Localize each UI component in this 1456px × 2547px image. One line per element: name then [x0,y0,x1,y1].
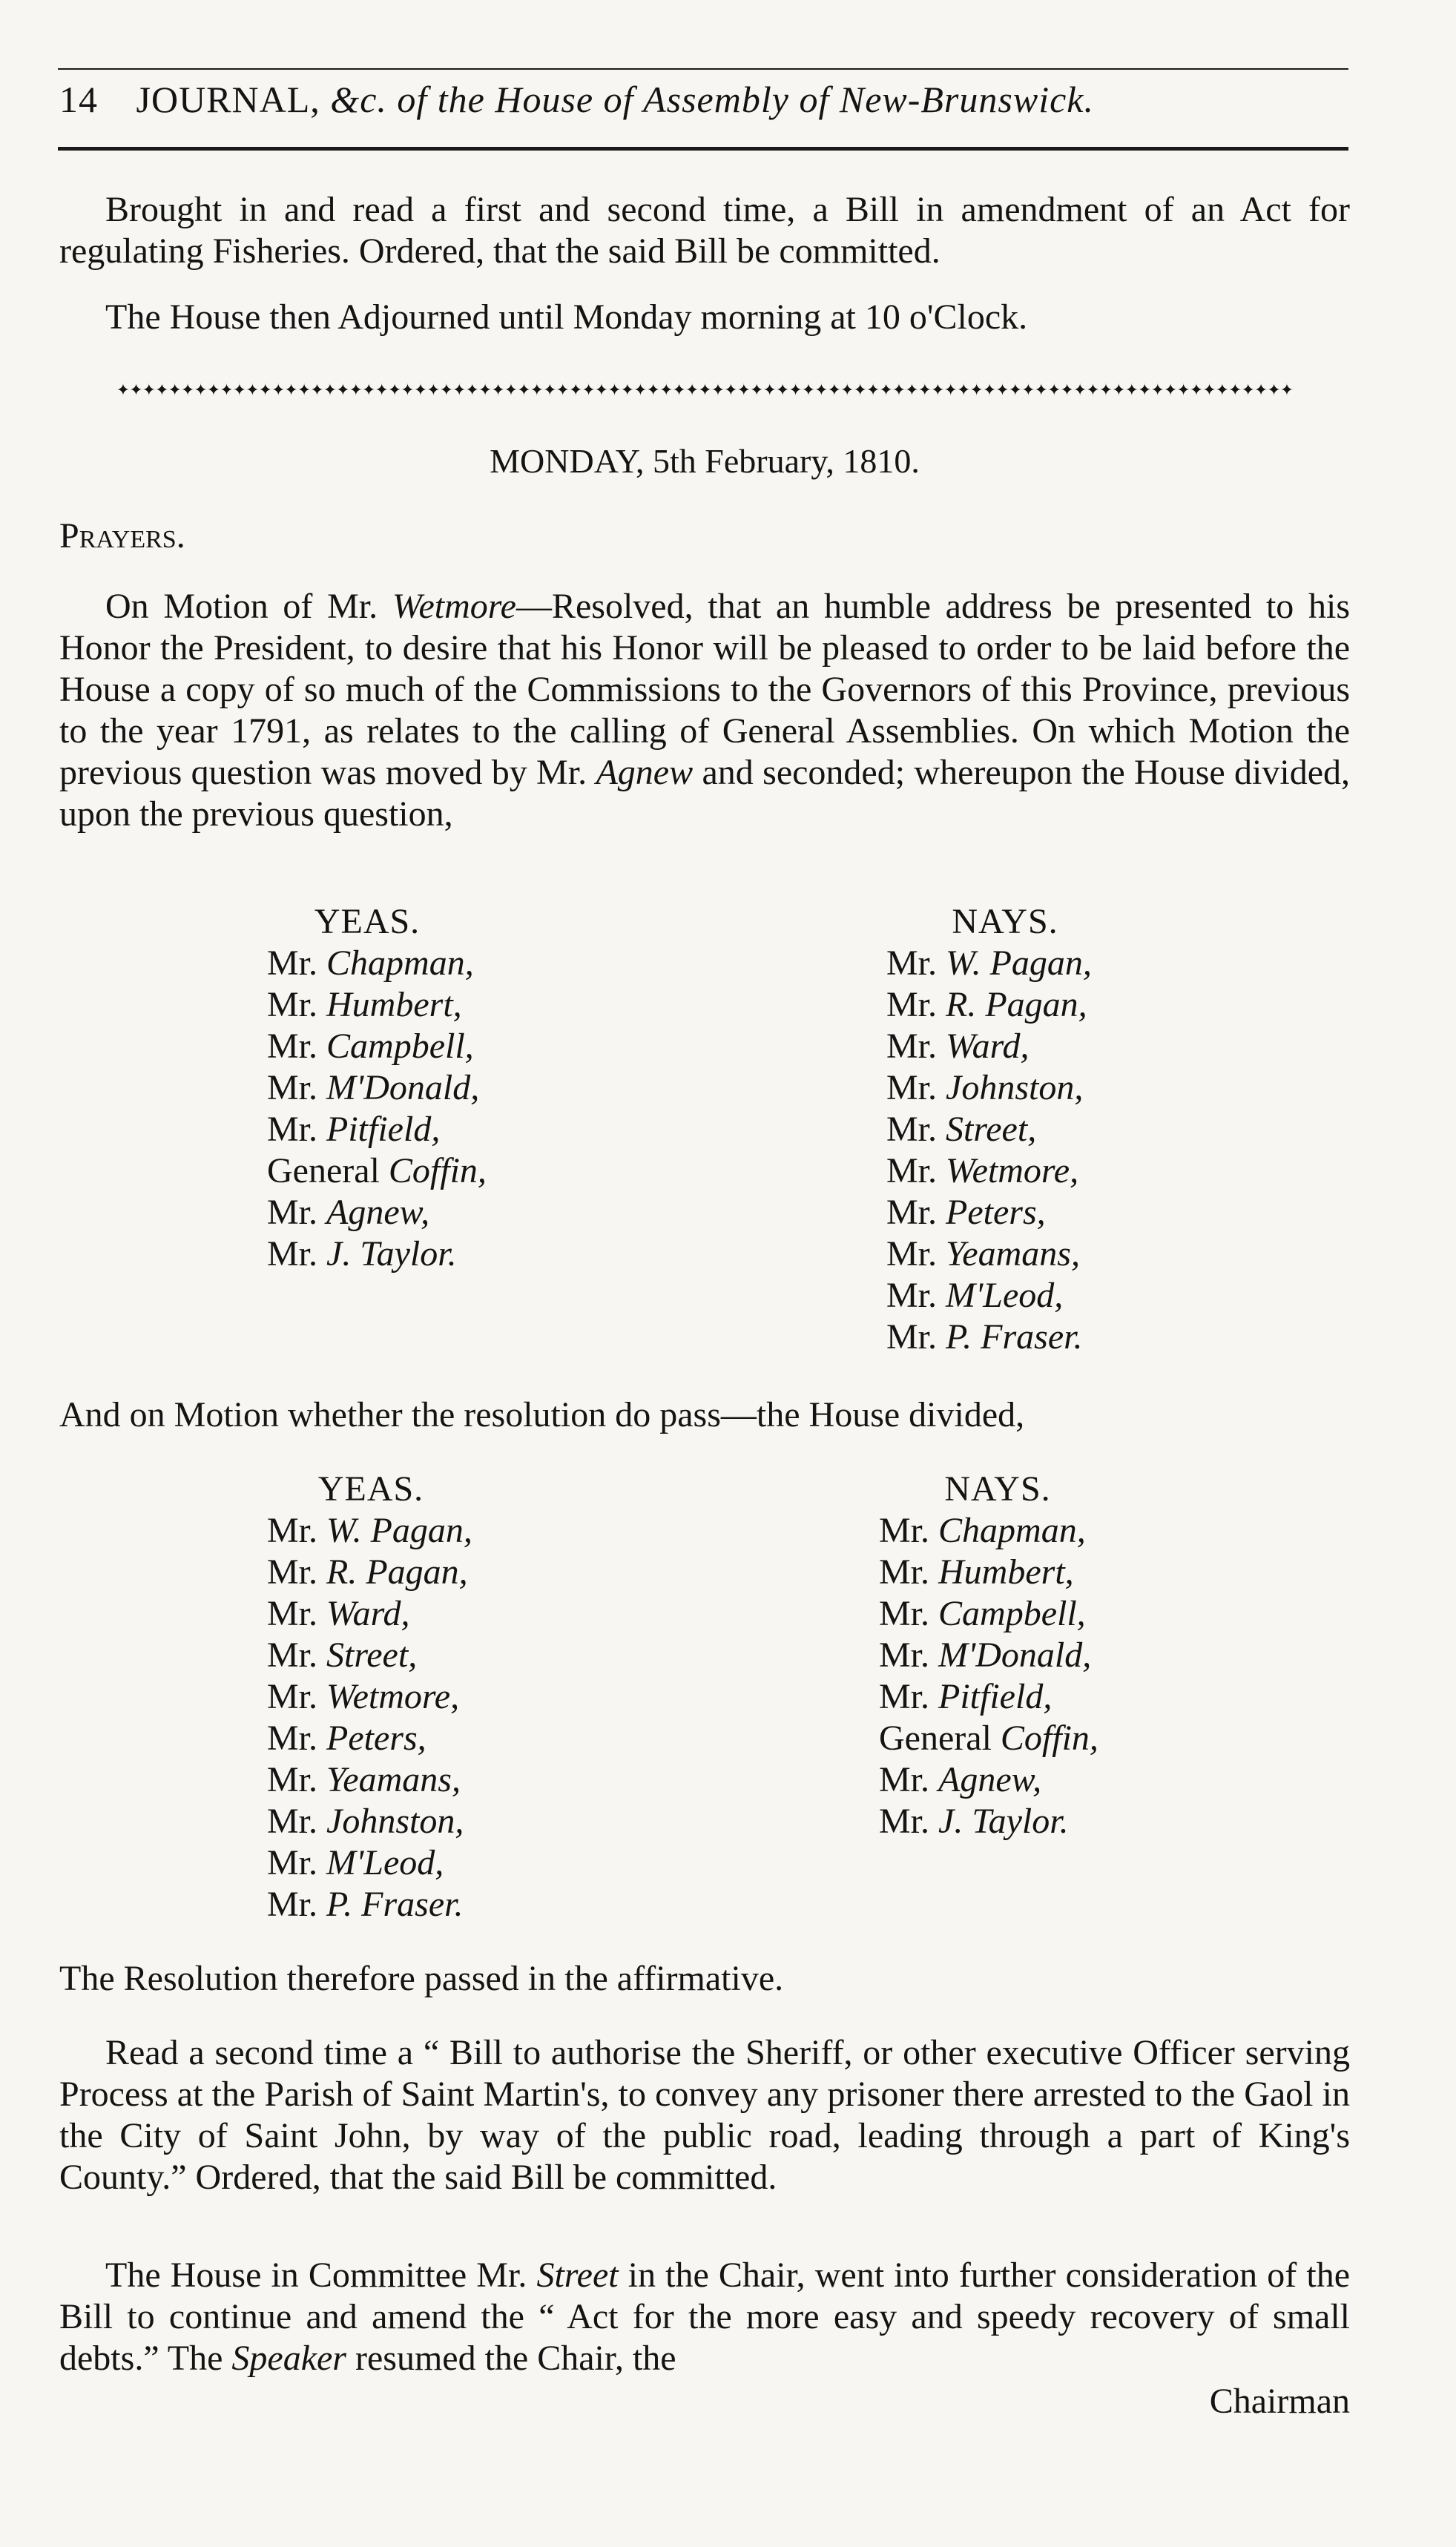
committee-text-2: in the Chair, went into further consideration of the Bill to continue and amend the “ Act for the more easy and speedy recovery of small debts.” The [59,2256,1351,2378]
vote-entry [879,1552,1339,1593]
member-name: P. Fraser. [326,1885,464,1924]
vote-entry [886,1026,1331,1067]
vote-entry [267,1552,682,1593]
vote-entry [886,1109,1331,1150]
member-name: Wetmore, [326,1677,460,1716]
member-title: Mr. [879,1677,930,1716]
vote1-yeas-list [267,943,682,1275]
vote-entry [267,1510,682,1552]
member-name: Agnew, [326,1193,430,1232]
member-title: Mr. [886,985,938,1024]
vote-entry [879,1676,1339,1718]
vote-entry [267,1109,682,1150]
member-title: Mr. [267,1511,318,1550]
member-name: Ward, [326,1594,410,1633]
member-title: Mr. [267,1802,318,1841]
vote-entry [267,984,682,1026]
vote-entry [879,1635,1339,1676]
yeas-heading: YEAS. [314,902,421,941]
vote1-nays-list [886,943,1331,1358]
member-name: J. Taylor. [938,1802,1069,1841]
vote-entry [886,1233,1331,1275]
yeas-heading: YEAS. [317,1469,424,1509]
member-title: Mr. [886,1110,938,1149]
vote-entry [267,1233,682,1275]
member-title: Mr. [267,1843,318,1882]
member-title: Mr. [267,1110,318,1149]
header-title: JOURNAL, [136,79,320,120]
nays-heading: NAYS. [952,902,1058,941]
vote2-nays-column [879,1469,1339,1842]
member-name: Yeamans, [946,1234,1080,1274]
page-number: 14 [59,79,98,120]
member-title: Mr. [267,1552,318,1592]
member-title: Mr. [886,1234,938,1274]
member-name: Street, [326,1635,418,1675]
member-name: M'Leod, [326,1843,444,1882]
sheriff-bill-paragraph: Read a second time a “ Bill to authorise the Sheriff, or other executive Officer serving Process at the Parish of Saint Martin's, to convey any prisoner there arrested to the Gaol in the City of Saint John, by way of the public road, leading through a part of King's County.” Ordered, that the said Bill be committed. [59,2033,1350,2197]
vote-entry [879,1759,1339,1801]
member-name: Humbert, [326,985,462,1024]
member-name: P. Fraser. [946,1317,1083,1357]
vote-entry [886,1317,1331,1358]
member-title: Mr. [879,1760,930,1799]
vote-entry [267,1150,682,1192]
mover-name: Wetmore [392,587,516,626]
member-title: Mr. [267,943,318,983]
member-name: Chapman, [938,1511,1086,1550]
member-title: Mr. [879,1635,930,1675]
member-name: Street, [946,1110,1037,1149]
member-title: Mr. [886,1276,938,1315]
vote1-nays-column [886,901,1331,1358]
member-name: M'Leod, [946,1276,1064,1315]
committee-text-1: The House in Committee Mr. [105,2256,527,2295]
member-title: Mr. [267,1677,318,1716]
vote-entry [267,1884,682,1925]
motion-text-1: On Motion of Mr. [105,587,378,626]
member-title: Mr. [267,1760,318,1799]
member-name: Yeamans, [326,1760,461,1799]
chair-name: Street [536,2256,619,2295]
vote-entry [267,1842,682,1884]
member-title: Mr. [267,1027,318,1066]
vote-entry [879,1718,1339,1759]
member-title: Mr. [886,1317,938,1357]
member-title: Mr. [879,1594,930,1633]
member-name: Agnew, [938,1760,1042,1799]
member-title: Mr. [886,1151,938,1190]
vote-entry [886,1192,1331,1233]
vote-entry [886,984,1331,1026]
member-title: Mr. [267,1193,318,1232]
member-title: Mr. [886,1068,938,1107]
member-title: Mr. [267,1635,318,1675]
ornamental-divider: ✦✦✦✦✦✦✦✦✦✦✦✦✦✦✦✦✦✦✦✦✦✦✦✦✦✦✦✦✦✦✦✦✦✦✦✦✦✦✦✦✦✦✦✦✦✦✦✦✦✦✦✦✦✦✦✦✦✦✦✦✦✦✦✦✦✦✦✦✦✦✦✦✦✦✦✦✦✦✦✦✦✦✦✦✦✦✦✦✦✦✦ [116,381,1294,400]
prayers-line: Prayers. [59,516,185,556]
member-title: Mr. [267,1594,318,1633]
vote-entry [879,1510,1339,1552]
member-name: Coffin, [388,1151,487,1190]
motion-text-3: and seconded; whereupon the House divided, upon the previous question, [59,753,1351,834]
motion-text-2: —Resolved, that an humble address be presented to his Honor the President, to desire that his Honor will be pleased to order to be laid before the House a copy of so much of the Commissions to the Governors of this Province, previous to the year 1791, as relates to the calling of General Assemblies. On which Motion the previous question was moved by Mr. [59,587,1351,792]
top-rule [58,68,1348,70]
member-name: W. Pagan, [326,1511,472,1550]
member-name: Chapman, [326,943,474,983]
speaker-word: Speaker [231,2339,346,2378]
resolution-result: The Resolution therefore passed in the affirmative. [59,1959,784,1998]
vote-entry [267,1676,682,1718]
vote-entry [886,1150,1331,1192]
member-name: Pitfield, [326,1110,441,1149]
header-rule [58,147,1348,151]
member-name: M'Donald, [938,1635,1092,1675]
vote2-nays-list [879,1510,1339,1842]
member-name: Johnston, [946,1068,1084,1107]
committee-paragraph [59,2255,1350,2379]
member-name: Pitfield, [938,1677,1053,1716]
vote-entry [267,1635,682,1676]
running-header [59,73,1350,126]
seconder-name: Agnew [596,753,694,792]
motion-paragraph [59,586,1350,835]
member-title: Mr. [879,1802,930,1841]
member-title: Mr. [267,1068,318,1107]
vote-entry [267,1067,682,1109]
member-name: Wetmore, [946,1151,1079,1190]
member-name: Campbell, [938,1594,1086,1633]
member-name: M'Donald, [326,1068,480,1107]
vote-entry [267,1593,682,1635]
member-title: Mr. [886,1027,938,1066]
nays-heading: NAYS. [944,1469,1051,1509]
member-name: Johnston, [326,1802,464,1841]
vote-entry [886,1067,1331,1109]
member-title: General [879,1719,992,1758]
adjournment-line: The House then Adjourned until Monday morning at 10 o'Clock. [105,297,1028,337]
vote-entry [886,943,1331,984]
member-title: Mr. [886,943,938,983]
member-title: Mr. [886,1193,938,1232]
date-heading: MONDAY, 5th February, 1810. [490,442,920,480]
committee-text-3: resumed the Chair, the [355,2339,676,2378]
member-title: Mr. [267,985,318,1024]
member-name: Peters, [946,1193,1046,1232]
vote-entry [879,1801,1339,1842]
member-title: General [267,1151,380,1190]
member-name: W. Pagan, [946,943,1092,983]
resolution-motion-line: And on Motion whether the resolution do pass—the House divided, [59,1395,1025,1434]
member-name: Campbell, [326,1027,474,1066]
vote-entry [267,1801,682,1842]
vote-entry [879,1593,1339,1635]
member-name: Ward, [946,1027,1030,1066]
member-name: R. Pagan, [946,985,1087,1024]
vote-entry [267,1718,682,1759]
vote-entry [267,943,682,984]
fisheries-bill-paragraph: Brought in and read a first and second time, a Bill in amendment of an Act for regulating Fisheries. Ordered, that the said Bill be committed. [59,190,1350,271]
member-name: J. Taylor. [326,1234,457,1274]
vote-entry [886,1275,1331,1317]
catchword: Chairman [1209,2382,1350,2421]
member-title: Mr. [879,1552,930,1592]
vote1-yeas-column [267,901,682,1275]
member-name: Humbert, [938,1552,1074,1592]
vote-entry [267,1192,682,1233]
member-title: Mr. [267,1719,318,1758]
member-title: Mr. [879,1511,930,1550]
member-name: R. Pagan, [326,1552,468,1592]
vote-entry [267,1759,682,1801]
vote2-yeas-list [267,1510,682,1925]
member-name: Peters, [326,1719,426,1758]
header-title-rest: &c. of the House of Assembly of New-Brunswick. [330,79,1094,120]
member-name: Coffin, [1000,1719,1098,1758]
vote2-yeas-column [267,1469,682,1925]
member-title: Mr. [267,1885,318,1924]
vote-entry [267,1026,682,1067]
member-title: Mr. [267,1234,318,1274]
